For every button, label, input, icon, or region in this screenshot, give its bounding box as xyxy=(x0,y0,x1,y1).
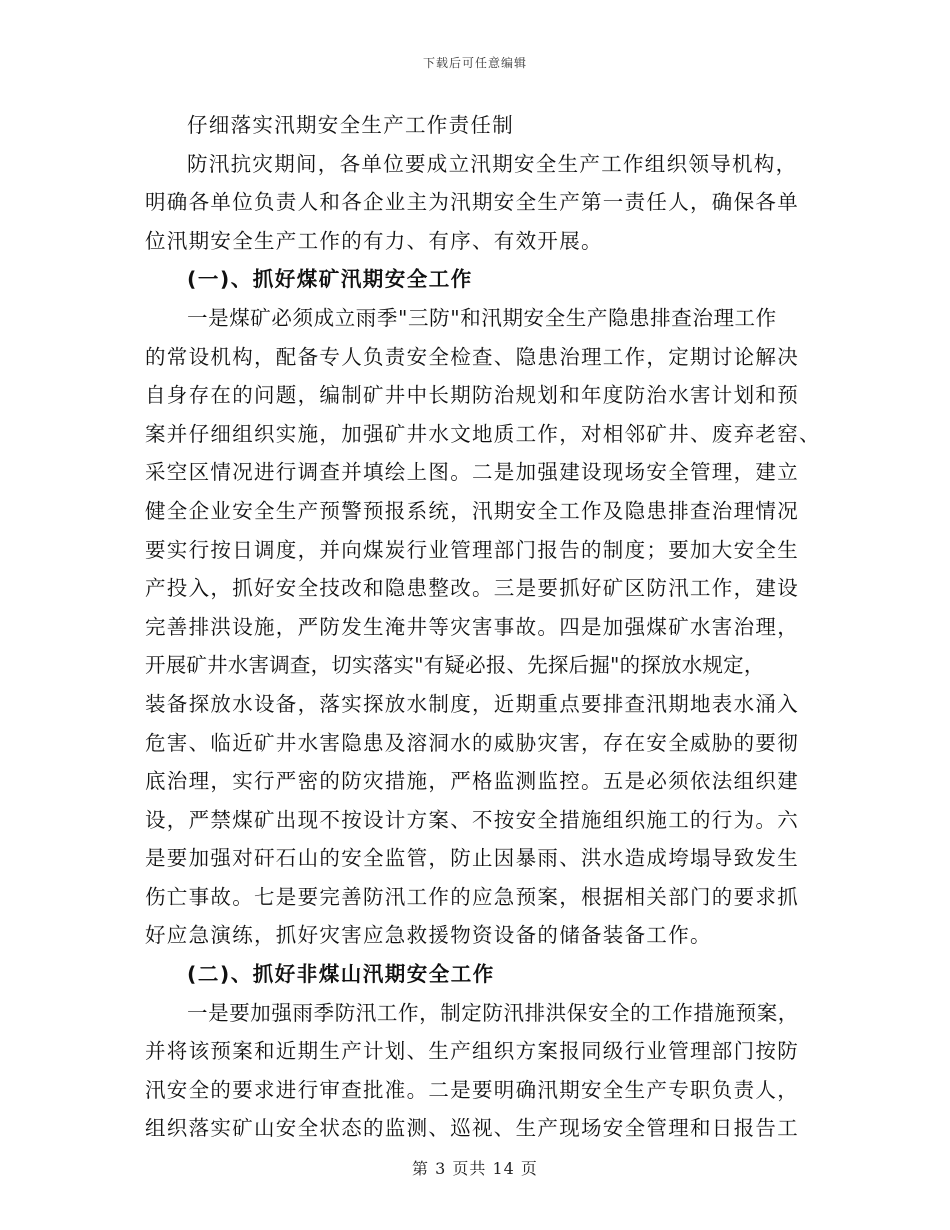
section-heading-non-coal-mine: (二)、抓好非煤山汛期安全工作 xyxy=(187,962,495,987)
text-line: 健全企业安全生产预警预报系统，汛期安全工作及隐患排查治理情况 xyxy=(145,498,799,523)
page-header: 下载后可任意编辑 xyxy=(422,56,527,70)
text-line: 开展矿井水害调查，切实落实"有疑必报、先探后掘"的探放水规定， xyxy=(145,653,765,678)
text-line: 装备探放水设备，落实探放水制度，近期重点要排查汛期地表水涌入 xyxy=(145,691,799,716)
text-line: 要实行按日调度，并向煤炭行业管理部门报告的制度；要加大安全生 xyxy=(145,537,799,562)
text-line: 明确各单位负责人和各企业主为汛期安全生产第一责任人，确保各单 xyxy=(145,190,799,215)
text-line: 汛安全的要求进行审查批准。二是要明确汛期安全生产专职负责人， xyxy=(145,1077,799,1102)
text-line: 并将该预案和近期生产计划、生产组织方案报同级行业管理部门按防 xyxy=(145,1039,799,1064)
text-line: 产投入，抓好安全技改和隐患整改。三是要抓好矿区防汛工作，建设 xyxy=(145,576,799,601)
text-line: 采空区情况进行调查并填绘上图。二是加强建设现场安全管理，建立 xyxy=(145,460,799,485)
text-line: 组织落实矿山安全状态的监测、巡视、生产现场安全管理和日报告工 xyxy=(145,1116,799,1141)
text-line: 是要加强对矸石山的安全监管，防止因暴雨、洪水造成垮塌导致发生 xyxy=(145,846,799,871)
text-line: 位汛期安全生产工作的有力、有序、有效开展。 xyxy=(145,228,603,253)
text-line: 伤亡事故。七是要完善防汛工作的应急预案，根据相关部门的要求抓 xyxy=(145,884,799,909)
text-line: 防汛抗灾期间，各单位要成立汛期安全生产工作组织领导机构， xyxy=(187,151,798,176)
text-line: 危害、临近矿井水害隐患及溶洞水的威胁灾害，存在安全威胁的要彻 xyxy=(145,730,799,755)
page-number-footer: 第 3 页共 14 页 xyxy=(412,1159,538,1178)
text-line: 的常设机构，配备专人负责安全检查、隐患治理工作，定期讨论解决 xyxy=(145,344,799,369)
text-line: 一是要加强雨季防汛工作，制定防汛排洪保安全的工作措施预案， xyxy=(187,1000,799,1025)
text-line: 案并仔细组织实施，加强矿井水文地质工作，对相邻矿井、废弃老窑、 xyxy=(145,421,821,446)
text-line: 底治理，实行严密的防灾措施，严格监测监控。五是必须依法组织建 xyxy=(145,769,799,794)
text-line: 完善排洪设施，严防发生淹井等灾害事故。四是加强煤矿水害治理， xyxy=(145,614,799,639)
text-line: 自身存在的问题，编制矿井中长期防治规划和年度防治水害计划和预 xyxy=(145,383,799,408)
paragraph-title-line: 仔细落实汛期安全生产工作责任制 xyxy=(187,113,514,137)
text-line: 设，严禁煤矿出现不按设计方案、不按安全措施组织施工的行为。六 xyxy=(145,807,799,832)
section-heading-coal-mine: (一)、抓好煤矿汛期安全工作 xyxy=(187,267,473,292)
text-line: 一是煤矿必须成立雨季"三防"和汛期安全生产隐患排查治理工作 xyxy=(187,305,777,330)
text-line: 好应急演练，抓好灾害应急救援物资设备的储备装备工作。 xyxy=(145,923,712,948)
document-body xyxy=(145,106,821,1148)
